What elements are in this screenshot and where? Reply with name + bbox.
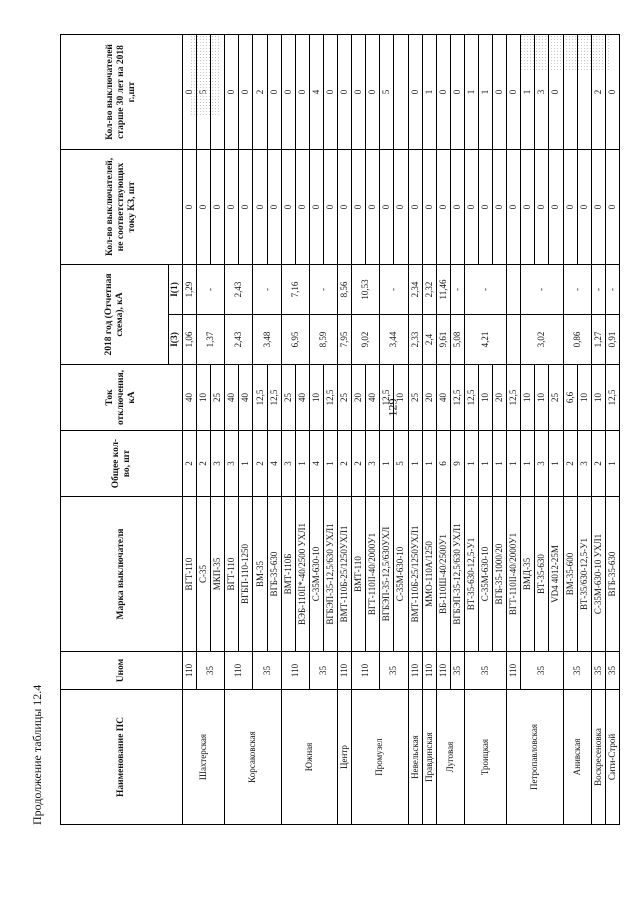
i1-cell: 1,29 — [183, 264, 197, 314]
current-cell: 10 — [535, 365, 549, 431]
i1-cell: 2,43 — [225, 264, 253, 314]
page-number: 129 — [385, 398, 400, 417]
total-cell: 1 — [408, 431, 422, 497]
not-compliant-cell: 0 — [450, 149, 464, 264]
current-cell: 10 — [591, 365, 605, 431]
brand-cell: МКП-35 — [211, 497, 225, 652]
current-cell: 12,5 — [253, 365, 267, 431]
old30-cell: 0 — [183, 34, 197, 149]
not-compliant-cell: 0 — [281, 149, 295, 264]
not-compliant-cell: 0 — [225, 149, 239, 264]
old30-cell: 0 — [323, 34, 337, 149]
not-compliant-cell: 0 — [183, 149, 197, 264]
old30-cell — [563, 34, 577, 149]
i3-cell: 1,06 — [183, 315, 197, 365]
ps-name-cell: Промузел — [352, 690, 408, 825]
old30-cell: 0 — [281, 34, 295, 149]
i1-cell: - — [253, 264, 281, 314]
not-compliant-cell: 0 — [605, 149, 619, 264]
i3-cell — [507, 315, 521, 365]
i3-cell: 3,48 — [253, 315, 281, 365]
i1-cell: 11,46 — [436, 264, 450, 314]
i1-cell: - — [309, 264, 337, 314]
ps-name-cell: Троицкая — [464, 690, 506, 825]
not-compliant-cell: 0 — [366, 149, 380, 264]
table-row — [605, 34, 619, 824]
brand-cell: ВТ-35-630 — [535, 497, 549, 652]
total-cell: 2 — [563, 431, 577, 497]
brand-cell: ВМТ-110 — [352, 497, 366, 652]
brand-cell: С-35М-630-10 УХЛ1 — [591, 497, 605, 652]
i3-cell: 0,91 — [605, 315, 619, 365]
unom-cell: 110 — [281, 652, 309, 690]
i1-cell: - — [450, 264, 464, 314]
brand-cell: ВГБ-35-630 — [605, 497, 619, 652]
total-cell: 2 — [338, 431, 352, 497]
not-compliant-cell: 0 — [295, 149, 309, 264]
unom-cell: 35 — [464, 652, 506, 690]
i3-cell: 2,33 — [408, 315, 422, 365]
total-cell: 1 — [507, 431, 521, 497]
current-cell: 40 — [225, 365, 239, 431]
current-cell: 10 — [478, 365, 492, 431]
brand-cell: ВЭБ-110II*-40/2500 УХЛ1 — [295, 497, 309, 652]
old30-cell: 0 — [605, 34, 619, 149]
table-row — [281, 34, 295, 824]
not-compliant-cell: 0 — [521, 149, 535, 264]
old30-cell: 1 — [422, 34, 436, 149]
brand-cell: ВГБ-35-630 — [267, 497, 281, 652]
table-row — [436, 34, 450, 824]
brand-cell: ВГБЭП-35-12,5/630 УХЛ1 — [450, 497, 464, 652]
current-cell: 25 — [281, 365, 295, 431]
total-cell: 1 — [380, 431, 394, 497]
brand-cell: ВГБ-35-1000/20 — [493, 497, 507, 652]
old30-cell — [394, 34, 408, 149]
header-current: Ток отключения, кА — [61, 365, 183, 431]
brand-cell: ВГБЭП-35-12,5/630УХЛ — [380, 497, 394, 652]
not-compliant-cell: 0 — [197, 149, 211, 264]
brand-cell: ВМТ-110Б-25/1250УХЛ1 — [338, 497, 352, 652]
table-row — [507, 34, 521, 824]
total-cell: 9 — [450, 431, 464, 497]
ps-name-cell: Анивская — [563, 690, 591, 825]
old30-cell — [577, 34, 591, 149]
i3-cell: 9,02 — [352, 315, 380, 365]
header-i1: I(1) — [169, 264, 183, 314]
ps-name-cell: Южная — [281, 690, 337, 825]
brand-cell: С-35М-630-10 — [394, 497, 408, 652]
unom-cell: 35 — [380, 652, 408, 690]
table-caption: Продолжение таблицы 12.4 — [30, 684, 44, 825]
header-unom: Uном — [61, 652, 183, 690]
not-compliant-cell: 0 — [338, 149, 352, 264]
ps-name-cell: Сити-Строй — [605, 690, 619, 825]
i1-cell: - — [197, 264, 225, 314]
total-cell: 1 — [422, 431, 436, 497]
current-cell: 12,5 — [507, 365, 521, 431]
old30-cell: 0 — [267, 34, 281, 149]
total-cell: 2 — [197, 431, 211, 497]
total-cell: 2 — [183, 431, 197, 497]
i1-cell: 8,56 — [338, 264, 352, 314]
i3-cell: 8,59 — [309, 315, 337, 365]
old30-cell: 4 — [309, 34, 323, 149]
brand-cell: ВГТ-110II-40/2000У1 — [507, 497, 521, 652]
table-row — [225, 34, 239, 824]
header-ps-name: Наименование ПС — [61, 690, 183, 825]
table-row — [183, 34, 197, 824]
current-cell: 40 — [295, 365, 309, 431]
not-compliant-cell: 0 — [507, 149, 521, 264]
ps-name-cell: Корсаковская — [225, 690, 281, 825]
current-cell: 10 — [309, 365, 323, 431]
old30-cell: 1 — [521, 34, 535, 149]
table-row — [464, 34, 478, 824]
not-compliant-cell: 0 — [239, 149, 253, 264]
old30-cell: 1 — [464, 34, 478, 149]
old30-cell: 0 — [436, 34, 450, 149]
total-cell: 4 — [309, 431, 323, 497]
brand-cell: ВГТ-110 — [225, 497, 239, 652]
not-compliant-cell: 0 — [408, 149, 422, 264]
current-cell: 40 — [366, 365, 380, 431]
brand-cell: ВТ-35-630-12,5-У1 — [464, 497, 478, 652]
not-compliant-cell: 0 — [563, 149, 577, 264]
total-cell: 3 — [211, 431, 225, 497]
total-cell: 3 — [366, 431, 380, 497]
current-cell: 12,5 — [267, 365, 281, 431]
header-brand: Марка выключателя — [61, 497, 183, 652]
i1-cell: 7,16 — [281, 264, 309, 314]
not-compliant-cell: 0 — [549, 149, 563, 264]
current-cell: 40 — [436, 365, 450, 431]
ps-name-cell: Шахтерская — [183, 690, 225, 825]
brand-cell: С-35М-630-10 — [478, 497, 492, 652]
not-compliant-cell: 0 — [267, 149, 281, 264]
unom-cell: 110 — [338, 652, 352, 690]
i1-cell: - — [464, 264, 506, 314]
current-cell: 12,5 — [464, 365, 478, 431]
old30-cell: 0 — [408, 34, 422, 149]
unom-cell: 110 — [507, 652, 521, 690]
current-cell: 20 — [493, 365, 507, 431]
unom-cell: 35 — [605, 652, 619, 690]
not-compliant-cell: 0 — [591, 149, 605, 264]
brand-cell: VD4 4012-25M — [549, 497, 563, 652]
current-cell: 10 — [197, 365, 211, 431]
unom-cell: 35 — [563, 652, 591, 690]
unom-cell: 35 — [521, 652, 563, 690]
total-cell: 1 — [464, 431, 478, 497]
brand-cell: ВТ-35/630-12,5-У1 — [577, 497, 591, 652]
not-compliant-cell: 0 — [309, 149, 323, 264]
i3-cell: 1,27 — [591, 315, 605, 365]
unom-cell: 35 — [309, 652, 337, 690]
brand-cell: С-35 — [197, 497, 211, 652]
table-row — [591, 34, 605, 824]
total-cell: 1 — [521, 431, 535, 497]
current-cell: 25 — [211, 365, 225, 431]
old30-cell: 5 — [197, 34, 211, 149]
header-i3: I(3) — [169, 315, 183, 365]
unom-cell: 110 — [422, 652, 436, 690]
i1-cell: - — [521, 264, 563, 314]
current-cell: 10 — [521, 365, 535, 431]
not-compliant-cell: 0 — [394, 149, 408, 264]
i1-cell: 2,32 — [422, 264, 436, 314]
current-cell: 10 — [577, 365, 591, 431]
header-old30: Кол-во выключателей старше 30 лет на 2018 г.,шт — [61, 34, 183, 149]
unom-cell: 110 — [352, 652, 380, 690]
old30-cell: 0 — [366, 34, 380, 149]
total-cell: 6 — [436, 431, 450, 497]
i3-cell: 5,08 — [450, 315, 464, 365]
brand-cell: ВМТ-110Б — [281, 497, 295, 652]
total-cell: 1 — [493, 431, 507, 497]
i3-cell: 2,4 — [422, 315, 436, 365]
i1-cell: 10,53 — [352, 264, 380, 314]
not-compliant-cell: 0 — [422, 149, 436, 264]
brand-cell: ВМТ-110Б-25/1250УХЛ1 — [408, 497, 422, 652]
ps-name-cell: Воскресеновка — [591, 690, 605, 825]
header-not-compliant: Кол-во выключателей, не соответствующих току КЗ, шт — [61, 149, 183, 264]
total-cell: 1 — [549, 431, 563, 497]
old30-cell: 0 — [225, 34, 239, 149]
not-compliant-cell: 0 — [577, 149, 591, 264]
old30-cell: 0 — [295, 34, 309, 149]
table-row — [422, 34, 436, 824]
current-cell: 25 — [338, 365, 352, 431]
not-compliant-cell: 0 — [253, 149, 267, 264]
old30-cell: 0 — [450, 34, 464, 149]
old30-cell: 3 — [535, 34, 549, 149]
i3-cell: 0,86 — [563, 315, 591, 365]
current-cell: 12,5 — [450, 365, 464, 431]
ps-name-cell: Центр — [338, 690, 352, 825]
unom-cell: 35 — [450, 652, 464, 690]
total-cell: 2 — [253, 431, 267, 497]
not-compliant-cell: 0 — [323, 149, 337, 264]
brand-cell: ВМ-35-600 — [563, 497, 577, 652]
current-cell: 6,6 — [563, 365, 577, 431]
i1-cell: 2,34 — [408, 264, 422, 314]
i3-cell: 3,02 — [521, 315, 563, 365]
old30-cell: 5 — [380, 34, 394, 149]
ps-name-cell: Правдинская — [422, 690, 436, 825]
total-cell: 1 — [323, 431, 337, 497]
old30-cell: 2 — [253, 34, 267, 149]
unom-cell: 35 — [591, 652, 605, 690]
brand-cell: ВБ-110Ш-40/2500У1 — [436, 497, 450, 652]
brand-cell: С-35М-630-10 — [309, 497, 323, 652]
i3-cell: 9,61 — [436, 315, 450, 365]
not-compliant-cell: 0 — [535, 149, 549, 264]
total-cell: 5 — [394, 431, 408, 497]
total-cell: 3 — [535, 431, 549, 497]
ps-name-cell: Петропавловская — [507, 690, 563, 825]
total-cell: 4 — [267, 431, 281, 497]
i1-cell: - — [563, 264, 591, 314]
brand-cell: ВГБП-110-1250 — [239, 497, 253, 652]
unom-cell: 35 — [197, 652, 225, 690]
i1-cell: - — [605, 264, 619, 314]
total-cell: 3 — [225, 431, 239, 497]
total-cell: 1 — [605, 431, 619, 497]
old30-cell: 2 — [591, 34, 605, 149]
brand-cell: ММО-110А/1250 — [422, 497, 436, 652]
unom-cell: 110 — [183, 652, 197, 690]
brand-cell: ВГБЭП-35-12,5/630 УХЛ1 — [323, 497, 337, 652]
i1-cell — [507, 264, 521, 314]
not-compliant-cell: 0 — [352, 149, 366, 264]
rotated-table-area — [30, 35, 617, 825]
total-cell: 1 — [295, 431, 309, 497]
table-row — [338, 34, 352, 824]
current-cell: 25 — [408, 365, 422, 431]
table-body — [183, 34, 620, 824]
unom-cell: 110 — [436, 652, 450, 690]
i3-cell: 4,21 — [464, 315, 506, 365]
unom-cell: 110 — [225, 652, 253, 690]
i3-cell: 6,95 — [281, 315, 309, 365]
breakers-table — [60, 34, 620, 825]
not-compliant-cell: 0 — [211, 149, 225, 264]
current-cell: 40 — [183, 365, 197, 431]
i3-cell: 1,37 — [197, 315, 225, 365]
old30-cell: 0 — [549, 34, 563, 149]
not-compliant-cell: 0 — [478, 149, 492, 264]
old30-cell: 1 — [478, 34, 492, 149]
table-row — [563, 34, 577, 824]
total-cell: 1 — [239, 431, 253, 497]
i3-cell: 2,43 — [225, 315, 253, 365]
old30-cell: 0 — [352, 34, 366, 149]
total-cell: 2 — [591, 431, 605, 497]
current-cell: 25 — [549, 365, 563, 431]
i3-cell: 7,95 — [338, 315, 352, 365]
not-compliant-cell: 0 — [493, 149, 507, 264]
current-cell: 20 — [422, 365, 436, 431]
current-cell: 10 — [394, 365, 408, 431]
current-cell: 12,5 — [380, 365, 394, 431]
table-row — [352, 34, 366, 824]
old30-cell: 0 — [507, 34, 521, 149]
not-compliant-cell: 0 — [464, 149, 478, 264]
current-cell: 12,5 — [605, 365, 619, 431]
brand-cell: ВМ-35 — [253, 497, 267, 652]
old30-cell — [211, 34, 225, 149]
i1-cell: - — [591, 264, 605, 314]
header-scheme: 2018 год (Отчетная схема), кА — [61, 264, 169, 364]
ps-name-cell: Луговая — [436, 690, 464, 825]
current-cell: 12,5 — [323, 365, 337, 431]
not-compliant-cell: 0 — [380, 149, 394, 264]
brand-cell: ВМД-35 — [521, 497, 535, 652]
not-compliant-cell: 0 — [436, 149, 450, 264]
brand-cell: ВГТ-110 — [183, 497, 197, 652]
old30-cell: 0 — [338, 34, 352, 149]
header-total: Общее кол-во, шт — [61, 431, 183, 497]
current-cell: 40 — [239, 365, 253, 431]
total-cell: 3 — [281, 431, 295, 497]
table-row — [408, 34, 422, 824]
unom-cell: 110 — [408, 652, 422, 690]
total-cell: 3 — [577, 431, 591, 497]
ps-name-cell: Невельская — [408, 690, 422, 825]
old30-cell: 0 — [493, 34, 507, 149]
old30-cell: 0 — [239, 34, 253, 149]
unom-cell: 35 — [253, 652, 281, 690]
current-cell: 20 — [352, 365, 366, 431]
i1-cell: - — [380, 264, 408, 314]
i3-cell: 3,44 — [380, 315, 408, 365]
brand-cell: ВГТ-110II-40/2000У1 — [366, 497, 380, 652]
total-cell: 1 — [478, 431, 492, 497]
total-cell: 2 — [352, 431, 366, 497]
